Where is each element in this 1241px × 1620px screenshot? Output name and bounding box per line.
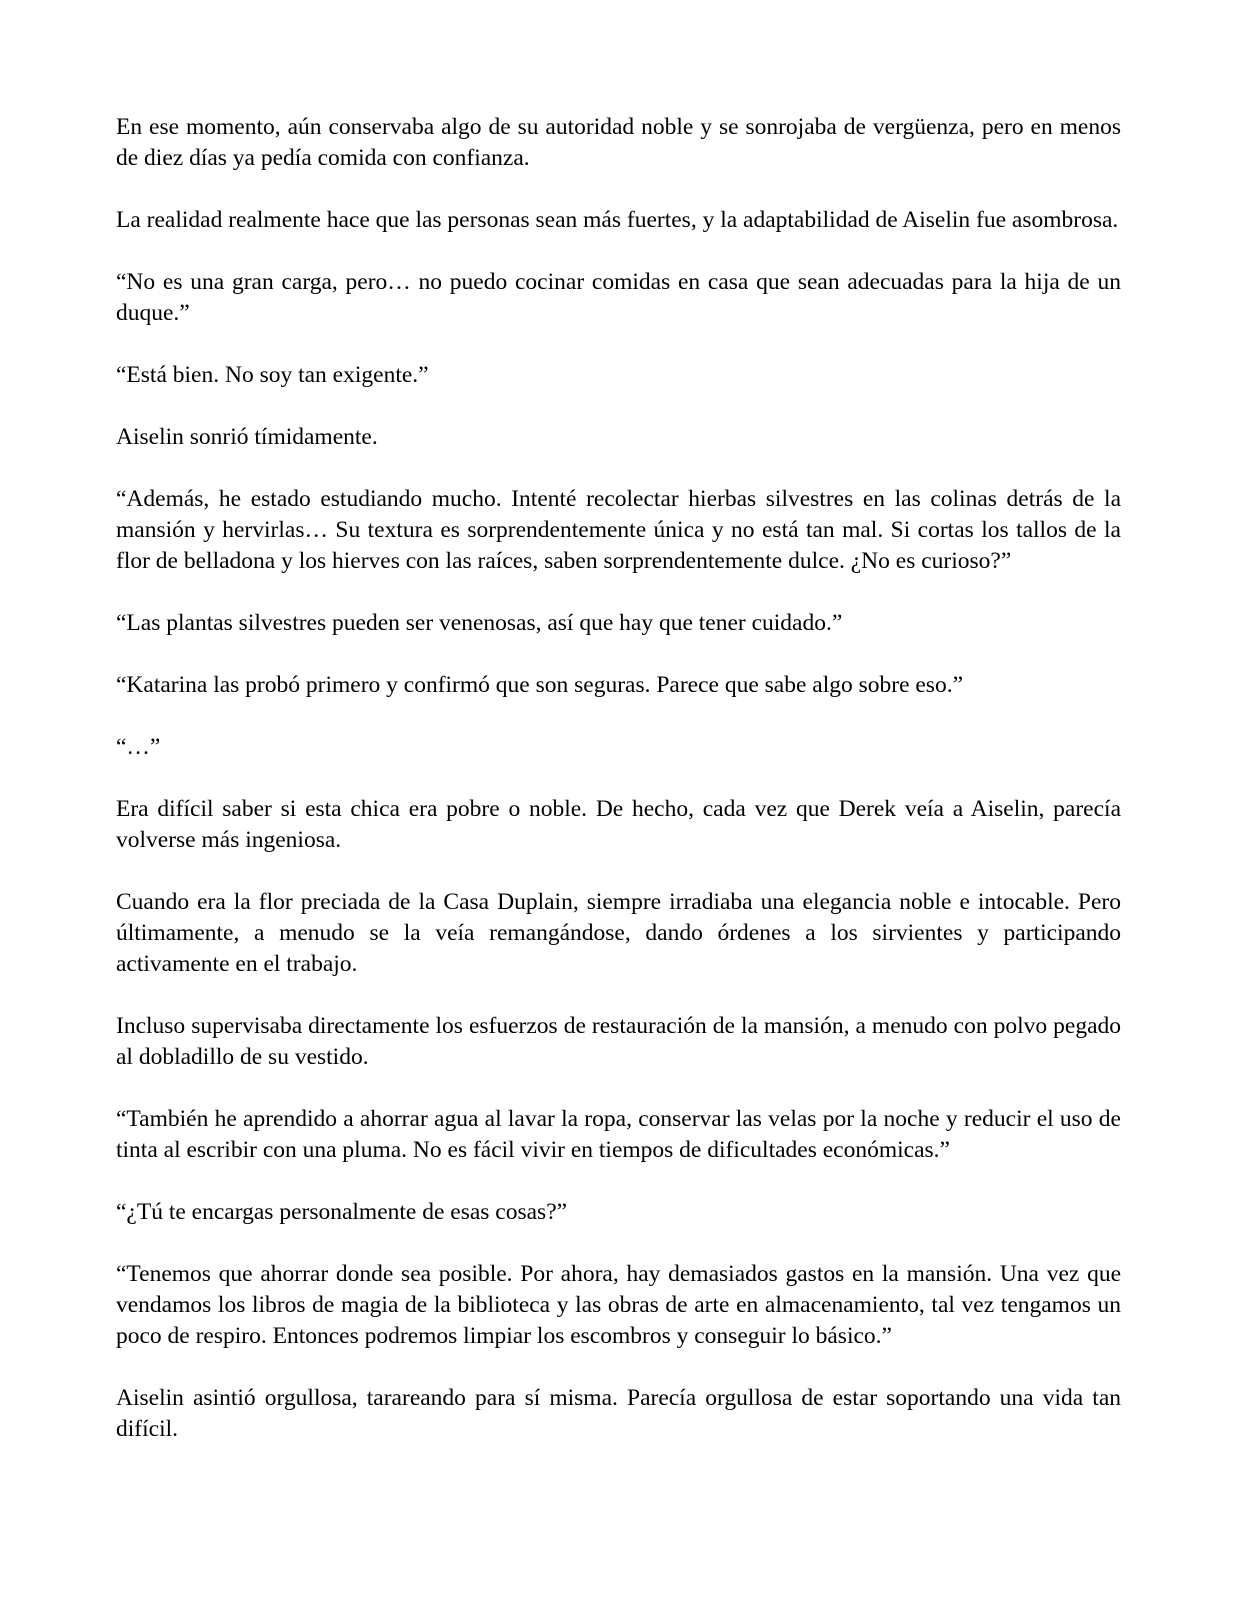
paragraph: “Está bien. No soy tan exigente.” xyxy=(116,362,429,388)
paragraph: “¿Tú te encargas personalmente de esas cosas?” xyxy=(116,1199,568,1225)
paragraph: Aiselin sonrió tímidamente. xyxy=(116,424,378,450)
paragraph: “Las plantas silvestres pueden ser venenosas, así que hay que tener cuidado.” xyxy=(116,610,843,636)
paragraph: “Katarina las probó primero y confirmó que son seguras. Parece que sabe algo sobre eso.” xyxy=(116,672,964,698)
paragraph: “También he aprendido a ahorrar agua al lavar la ropa, conservar las velas por la noche y reducir el uso de tinta al escribir con una pluma. No es fácil vivir en tiempos de dificultades económicas.” xyxy=(116,1106,1121,1163)
paragraph: “…” xyxy=(116,734,161,760)
paragraph: “Además, he estado estudiando mucho. Intenté recolectar hierbas silvestres en las colinas detrás de la mansión y hervirlas… Su textura es sorprendentemente única y no está tan mal. Si cortas los tallos de la flor de belladona y los hierves con las raíces, saben sorprendentemente dulce. ¿No es curioso?” xyxy=(116,486,1121,574)
paragraph: Era difícil saber si esta chica era pobre o noble. De hecho, cada vez que Derek veía a Aiselin, parecía volverse más ingeniosa. xyxy=(116,796,1121,853)
paragraph: Incluso supervisaba directamente los esfuerzos de restauración de la mansión, a menudo con polvo pegado al dobladillo de su vestido. xyxy=(116,1013,1121,1070)
paragraph: Aiselin asintió orgullosa, tarareando para sí misma. Parecía orgullosa de estar soportando una vida tan difícil. xyxy=(116,1385,1121,1442)
paragraph: “Tenemos que ahorrar donde sea posible. Por ahora, hay demasiados gastos en la mansión. Una vez que vendamos los libros de magia de la biblioteca y las obras de arte en almacenamiento, tal vez tengamos un poco de respiro. Entonces podremos limpiar los escombros y conseguir lo básico.” xyxy=(116,1261,1121,1349)
paragraph: “No es una gran carga, pero… no puedo cocinar comidas en casa que sean adecuadas para la hija de un duque.” xyxy=(116,269,1121,326)
document-page xyxy=(116,112,1121,1445)
paragraph: Cuando era la flor preciada de la Casa Duplain, siempre irradiaba una elegancia noble e intocable. Pero últimamente, a menudo se la veía remangándose, dando órdenes a los sirvientes y participando activamente en el trabajo. xyxy=(116,889,1121,977)
paragraph: En ese momento, aún conservaba algo de su autoridad noble y se sonrojaba de vergüenza, pero en menos de diez días ya pedía comida con confianza. xyxy=(116,114,1121,171)
paragraph: La realidad realmente hace que las personas sean más fuertes, y la adaptabilidad de Aiselin fue asombrosa. xyxy=(116,207,1119,233)
